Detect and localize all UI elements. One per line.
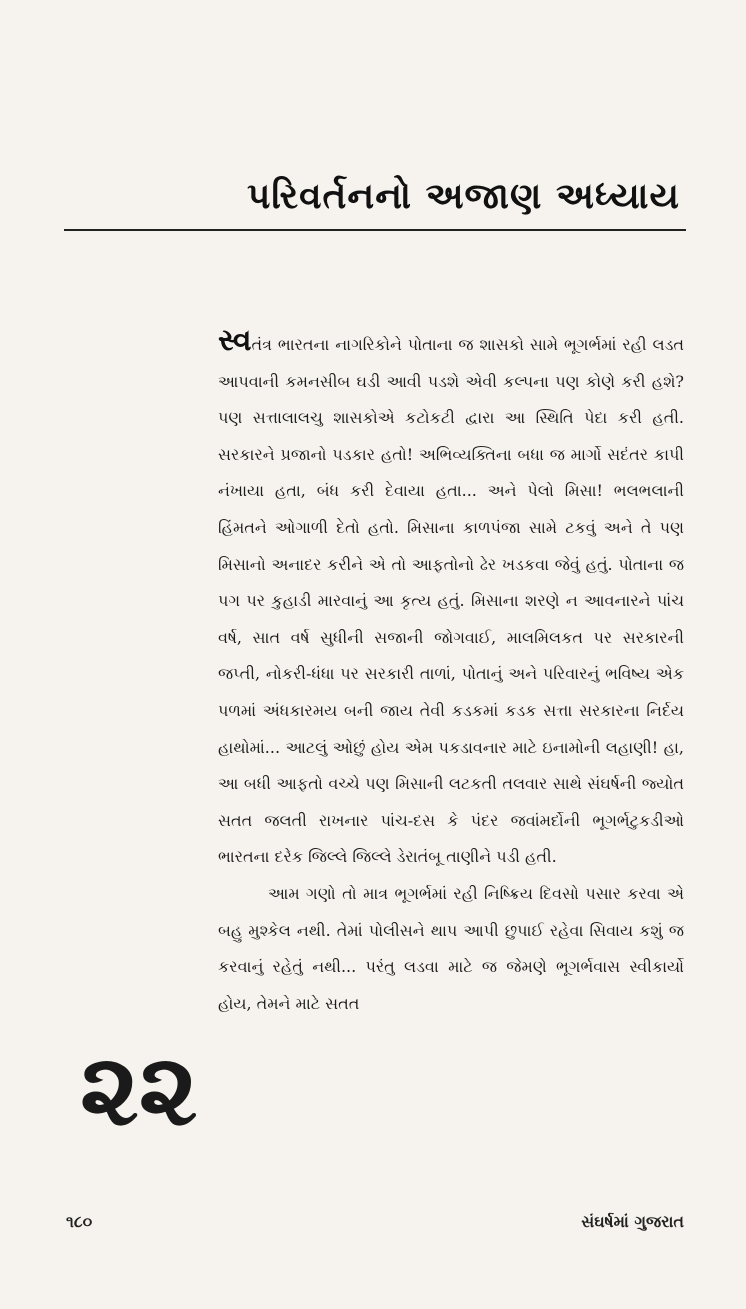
chapter-title: પરિવર્તનનો અજાણ અધ્યાય bbox=[246, 176, 680, 217]
drop-cap: સ્વ bbox=[218, 323, 252, 358]
page-number: ૧૮૦ bbox=[66, 1212, 93, 1231]
paragraph-2: આમ ગણો તો માત્ર ભૂગર્ભમાં રહી નિષ્ક્રિય દિવસો પસાર કરવા એ બહુ મુશ્કેલ નથી. તેમાં પોલીસને થાપ આપી છુપાઈ રહેવા સિવાય કશું જ કરવાનું રહેતું નથી... પરંતુ લડવા માટે જ જેમણે ભૂગર્ભવાસ સ્વીકાર્યો હોય, તેમને માટે સતત bbox=[218, 883, 684, 1013]
paragraph-1 bbox=[218, 323, 684, 876]
chapter-number: ૨૨ bbox=[80, 1031, 198, 1148]
title-divider bbox=[64, 229, 686, 231]
running-book-title: સંઘર્ષમાં ગુજરાત bbox=[581, 1212, 684, 1231]
chapter-body bbox=[218, 323, 684, 1022]
paragraph-1-text: તંત્ર ભારતના નાગરિકોને પોતાના જ શાસકો સામે ભૂગર્ભમાં રહી લડત આપવાની કમનસીબ ઘડી આવી પડશે એવી કલ્પના પણ કોણે કરી હશે? પણ સત્તાલાલચુ શાસકોએ કટોકટી દ્વારા આ સ્થિતિ પેદા કરી હતી. સરકારને પ્રજાનો પડકાર હતો! અભિવ્યક્તિના બધા જ માર્ગો સદંતર કાપી નંખાયા હતા, બંધ કરી દેવાયા હતા... અને પેલો મિસા! ભલભલાની હિંમતને ઓગાળી દેતો હતો. મિસાના કાળપંજા સામે ટકવું અને તે પણ મિસાનો અનાદર કરીને એ તો આફતોનો ઢેર ખડકવા જેવું હતું. પોતાના જ પગ પર કુહાડી મારવાનું આ કૃત્ય હતું. મિસાના શરણે ન આવનારને પાંચ વર્ષ, સાત વર્ષ સુધીની સજાની જોગવાઈ, માલમિલકત પર સરકારની જપ્તી, નોકરી-ધંધા પર સરકારી તાળાં, પોતાનું અને પરિવારનું ભવિષ્ય એક પળમાં અંધકારમય બની જાય તેવી કડકમાં કડક સત્તા સરકારના નિર્દય હાથોમાં... આટલું ઓછું હોય એમ પકડાવનાર માટે ઇનામોની લહાણી! હા, આ બધી આફતો વચ્ચે પણ મિસાની લટકતી તલવાર સાથે સંઘર્ષની જ્યોત સતત જલતી રાખનાર પાંચ-દસ કે પંદર જવાંમર્દોની ભૂગર્ભટુકડીઓ ભારતના દરેક જિલ્લે જિલ્લે ડેરાતંબૂ તાણીને પડી હતી. bbox=[218, 335, 684, 867]
